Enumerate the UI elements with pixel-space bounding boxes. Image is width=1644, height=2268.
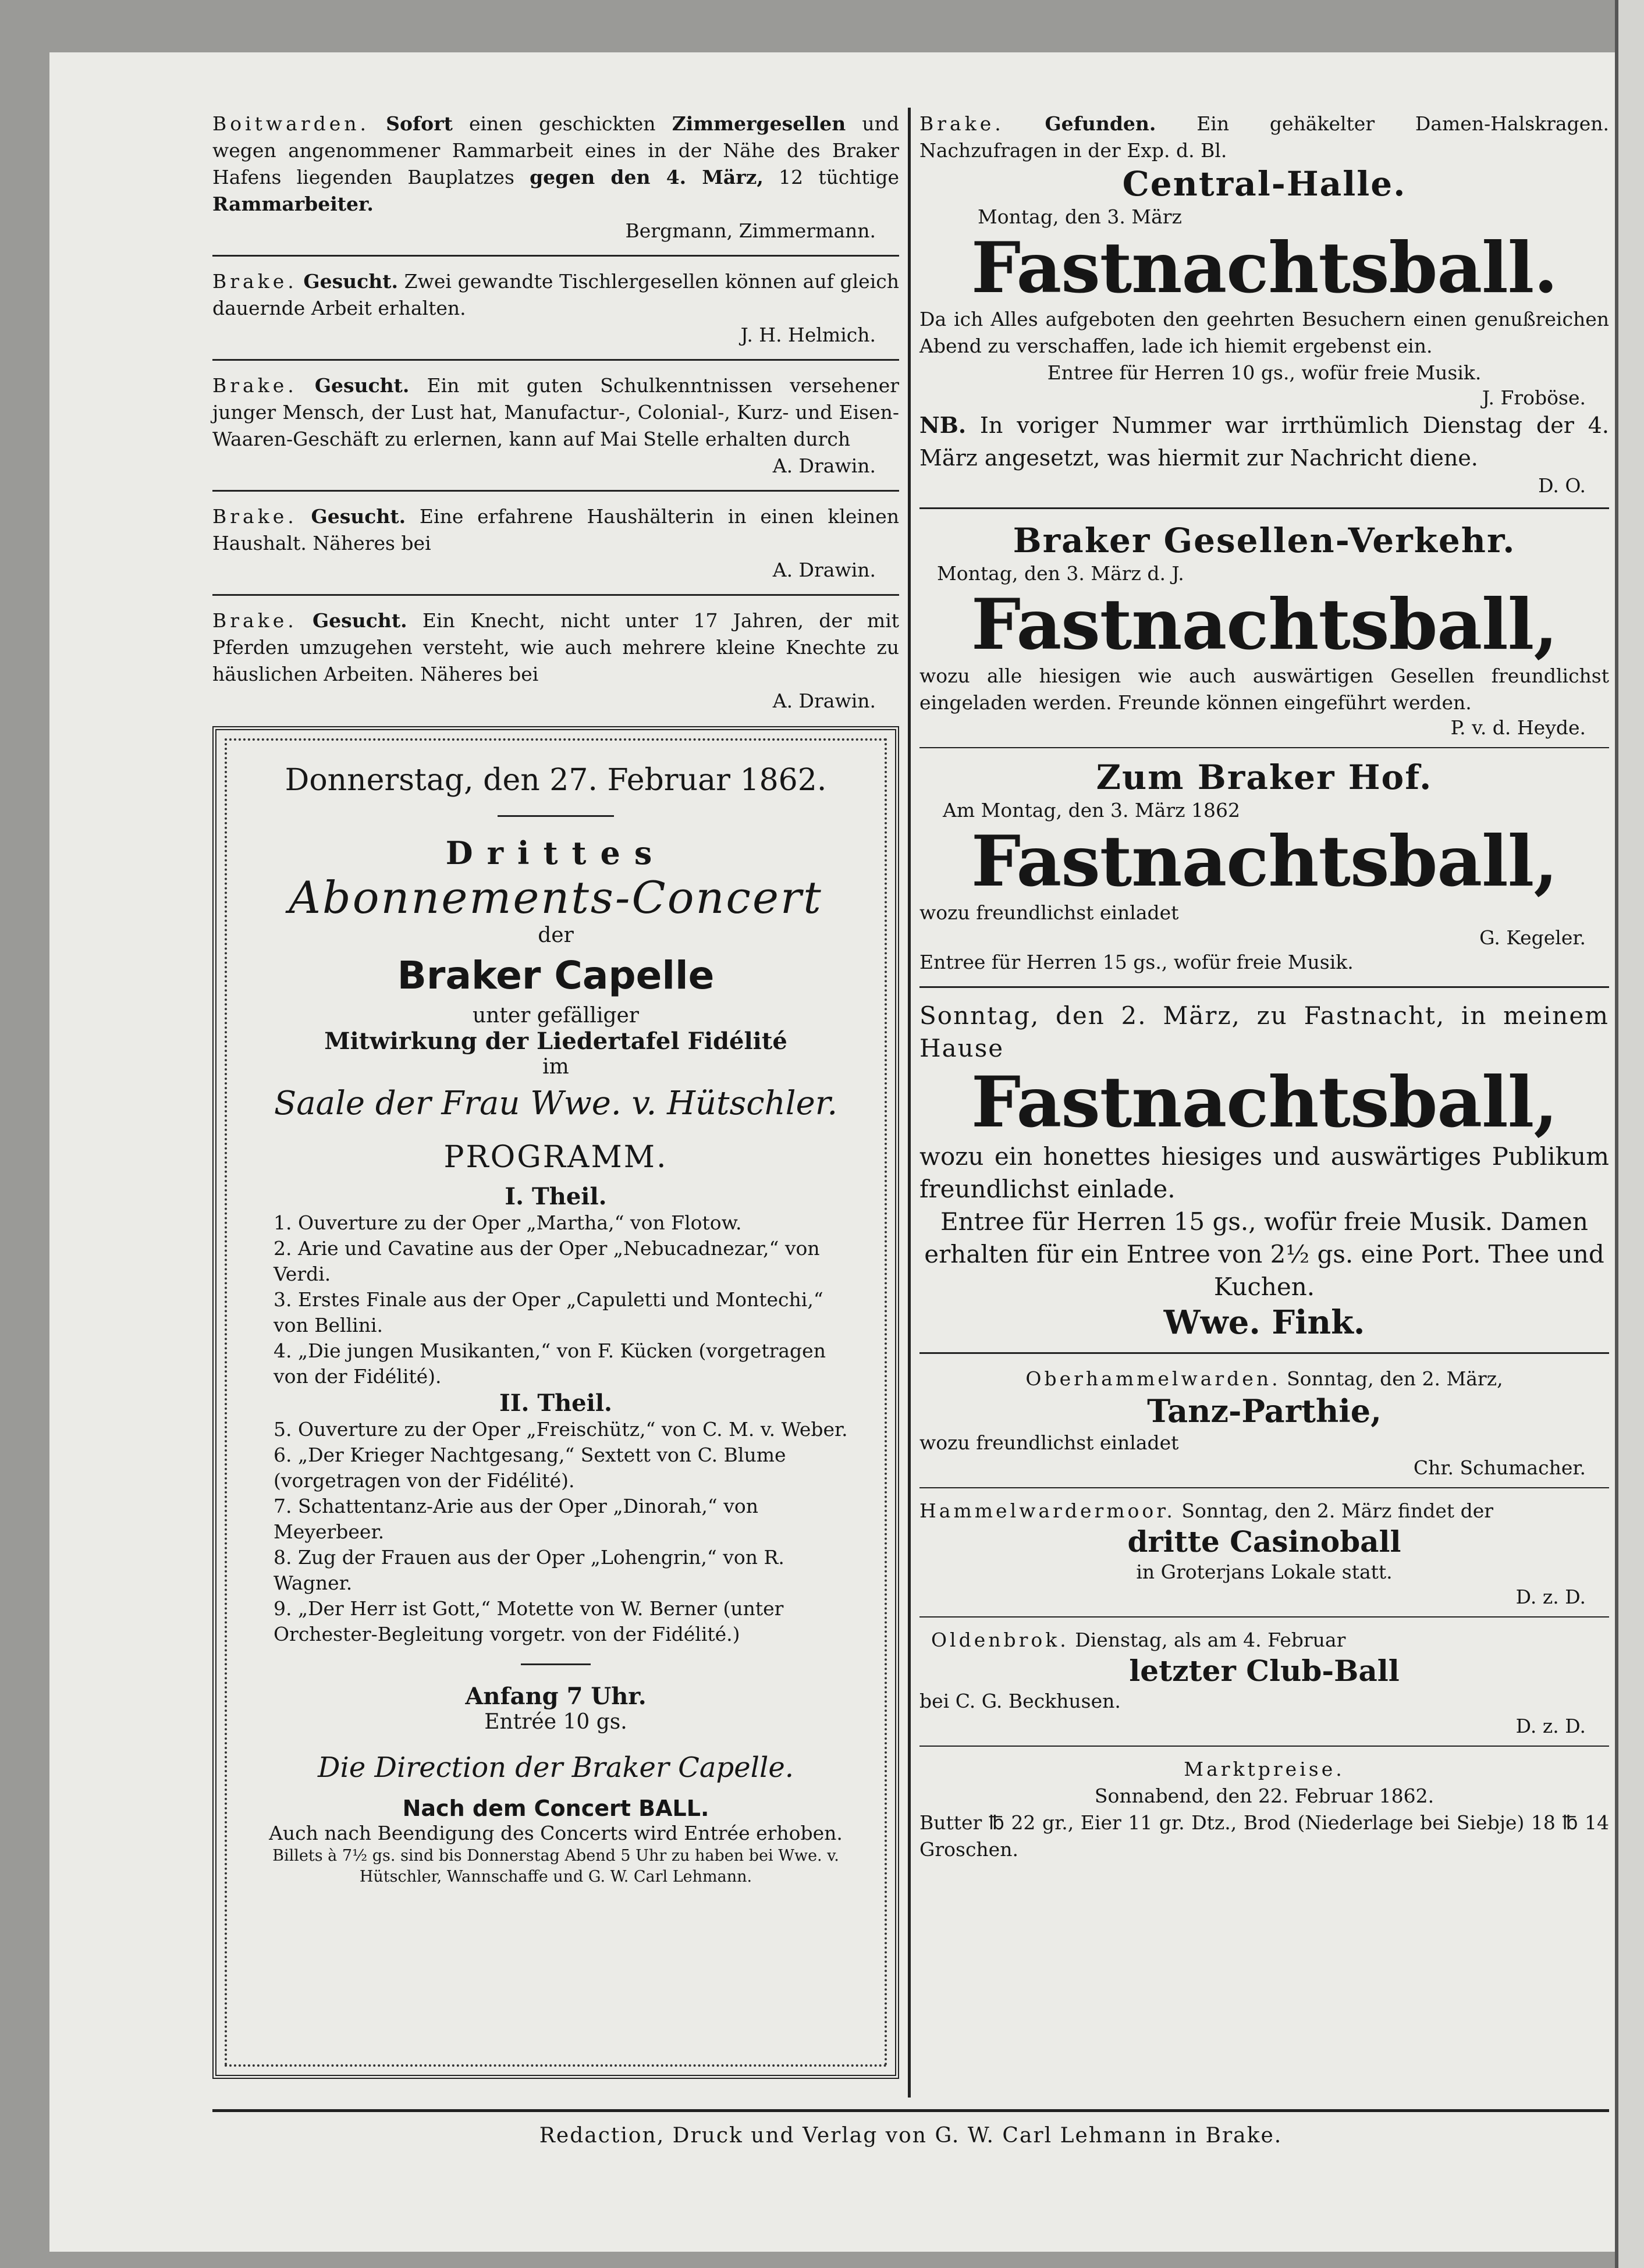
ad-zimmergesellen [212,111,899,244]
ad-heading: Tanz-Parthie, [1147,1392,1382,1430]
ad-big-title: Fastnachtsball. [971,227,1558,309]
concert-date: Donnerstag, den 27. Februar 1862. [285,763,827,798]
program-items-2 [256,1417,855,1647]
ad-place: Brake. [212,609,297,632]
ad-entree: Entree für Herren 15 gs., wofür freie Musik. [919,951,1354,973]
ad-date: Montag, den 3. März [978,205,1182,228]
ad-place: Brake. [212,505,297,528]
ad-club-ball [919,1627,1609,1737]
ad-signature: J. Froböse. [1482,386,1586,409]
nb-text: In voriger Nummer war irrthümlich Dienstag der 4. März angesetzt, was hiermit zur Nachricht diene. [919,413,1609,471]
ad-text: Dienstag, als am 4. Februar [1075,1629,1346,1651]
ad-text: wozu freundlichst einladet [919,1431,1179,1454]
separator [212,490,899,492]
ad-text: wozu ein honettes hiesiges und auswärtiges Publikum freundlichst einlade. [919,1142,1609,1203]
concert-ad-frame [212,726,899,2079]
left-column [212,111,899,2079]
program-item: 9. „Der Herr ist Gott,“ Motette von W. Berner (unter Orchester-Begleitung vorgetr. von der Fidélité.) [274,1597,784,1645]
ad-entree: Entree für Herren 10 gs., wofür freie Musik. [1047,361,1482,384]
separator [919,747,1609,748]
ad-fink [919,1000,1609,1342]
separator [919,986,1609,988]
rule [498,815,614,817]
program-item: 7. Schattentanz-Arie aus der Oper „Dinorah,“ von Meyerbeer. [274,1495,758,1543]
separator [212,255,899,257]
concert-start: Anfang 7 Uhr. [465,1683,647,1710]
ad-place: Oldenbrok. [931,1629,1069,1651]
ad-big-title: Fastnachtsball, [971,820,1558,902]
ad-date: Sonnabend, den 22. Februar 1862. [1094,1784,1434,1807]
ad-text: wozu freundlichst einladet [919,901,1179,924]
separator [919,507,1609,509]
program-item: 8. Zug der Frauen aus der Oper „Lohengrin,“ von R. Wagner. [274,1546,784,1594]
ad-heading: Central-Halle. [1122,164,1407,204]
ad-text: Sofort [386,112,453,135]
ad-big-title: Fastnachtsball, [971,1061,1558,1143]
ad-heading: Zum Braker Hof. [1096,758,1433,797]
program-heading: PROGRAMM. [443,1140,668,1175]
program-item: 5. Ouverture zu der Oper „Freischütz,“ von C. M. v. Weber. [274,1418,848,1441]
concert-billets: Billets à 7½ gs. sind bis Donnerstag Abend 5 Uhr zu haben bei Wwe. v. Hütschler, Wannschaffe und G. W. Carl Lehmann. [272,1847,839,1886]
ad-place: Brake. [919,112,1004,135]
program-item: 4. „Die jungen Musikanten,“ von F. Kücken (vorgetragen von der Fidélité). [274,1339,826,1388]
ad-place: Boitwarden. [212,112,370,135]
concert-direction: Die Direction der Braker Capelle. [318,1751,794,1784]
ad-signature: A. Drawin. [772,559,876,581]
concert-unter: unter gefälliger [472,1004,640,1028]
concert-capelle: Braker Capelle [397,953,715,998]
ad-place: Oberhammelwarden. [1025,1367,1281,1390]
ad-tischlergesellen [212,268,899,349]
ad-date: Am Montag, den 3. März 1862 [943,799,1241,822]
concert-drittes: Drittes [445,834,666,872]
ad-text: Da ich Alles aufgeboten den geehrten Besuchern einen genußreichen Abend zu verschaffen, lade ich hiemit ergebenst ein. [919,308,1609,357]
concert-ad [225,738,887,2067]
ad-text: in Groterjans Lokale statt. [1136,1560,1393,1583]
ad-heading: Gefunden. [1045,112,1156,135]
ad-signature: D. z. D. [1515,1586,1586,1608]
ad-text: Ein gehäkelter Damen-Halskragen. Nachzufragen in der Exp. d. Bl. [919,112,1610,162]
ad-date: Sonntag, den 2. März, [1287,1367,1503,1390]
ad-text: 12 tüchtige [779,166,899,189]
concert-im: im [542,1055,569,1079]
ad-place: Brake. [212,374,297,397]
ad-signature: A. Drawin. [772,454,876,477]
ad-text: Ein Knecht, nicht unter 17 Jahren, der mit Pferden umzugehen versteht, wie auch mehrere kleine Knechte zu häuslichen Arbeiten. Näheres bei [212,609,900,685]
ad-heading: Braker Gesellen-Verkehr. [1013,521,1516,560]
program-item: 3. Erstes Finale aus der Oper „Capuletti und Montechi,“ von Bellini. [274,1288,823,1336]
rule [521,1663,591,1665]
ad-big-title: Fastnachtsball, [971,584,1558,666]
ad-heading: Gesucht. [312,609,407,632]
ad-signature: Chr. Schumacher. [1413,1456,1586,1479]
ad-knecht [212,607,899,714]
program-item: 1. Ouverture zu der Oper „Martha,“ von Flotow. [274,1211,742,1234]
ad-heading: Gesucht. [314,374,410,397]
separator [919,1352,1609,1354]
ad-heading: dritte Casinoball [1127,1524,1401,1559]
program-item: 2. Arie und Cavatine aus der Oper „Nebucadnezar,“ von Verdi. [274,1237,820,1285]
ad-signature: D. O. [1538,474,1586,497]
adjacent-page-edge [1615,0,1644,2268]
column-divider [908,108,911,2098]
ad-signature: Wwe. Fink. [1163,1303,1365,1342]
ad-place: Brake. [212,270,297,293]
ad-date: Montag, den 3. März d. J. [937,562,1184,585]
ad-heading: letzter Club-Ball [1129,1654,1400,1688]
concert-note: Auch nach Beendigung des Concerts wird Entrée erhoben. [269,1822,843,1844]
ad-text: einen geschickten [468,112,656,135]
ad-found [919,111,1609,164]
ad-gesellen-verkehr [919,521,1609,739]
footer-rule [212,2109,1609,2112]
separator [919,1746,1609,1747]
concert-venue: Saale der Frau Wwe. v. Hütschler. [274,1085,838,1122]
ad-text: Sonntag, den 2. März findet der [1181,1499,1494,1522]
ad-central-halle [919,164,1609,497]
ad-haushaelterin [212,503,899,584]
ad-intro: Sonntag, den 2. März, zu Fastnacht, in meinem Hause [919,1001,1609,1062]
ad-signature: Bergmann, Zimmermann. [625,219,876,242]
ad-text: Entree für Herren 15 gs., wofür freie Musik. Damen erhalten für ein Entree von 2½ gs. eine Port. Thee und Kuchen. [924,1207,1604,1301]
nb-heading: NB. [919,412,967,438]
separator [212,594,899,596]
separator [919,1487,1609,1488]
ad-text: Zwei gewandte Tischlergesellen können auf gleich dauernde Arbeit erhalten. [212,270,899,319]
ad-text: Zimmergesellen [672,112,846,135]
imprint-footer: Redaction, Druck und Verlag von G. W. Carl Lehmann in Brake. [539,2124,1283,2148]
ad-lehrling [212,372,899,479]
ad-signature: P. v. d. Heyde. [1450,716,1586,739]
ad-tanz-parthie [919,1366,1609,1479]
ad-text: gegen den 4. März, [530,166,764,189]
program-part-2: II. Theil. [499,1389,612,1417]
ad-text: und wegen angenommener Rammarbeit eines in der Nähe des Braker Hafens liegenden Bauplatzes [212,112,899,189]
ad-signature: A. Drawin. [772,689,876,712]
right-column [919,111,1609,1863]
program-item: 6. „Der Krieger Nachtgesang,“ Sextett von C. Blume (vorgetragen von der Fidélité). [274,1444,786,1492]
ad-text: bei C. G. Beckhusen. [919,1690,1121,1712]
ad-heading: Gesucht. [311,505,406,528]
ad-text: Ein mit guten Schulkenntnissen versehener junger Mensch, der Lust hat, Manufactur-, Colonial-, Kurz- und Eisen-Waaren-Geschäft zu erlernen, kann auf Mai Stelle erhalten durch [212,374,899,450]
concert-ball: Nach dem Concert BALL. [402,1796,709,1821]
ad-signature: G. Kegeler. [1479,926,1586,949]
ad-casinoball [919,1498,1609,1608]
concert-mitwirkung: Mitwirkung der Liedertafel Fidélité [324,1028,787,1055]
separator [919,1616,1609,1618]
program-items-1 [256,1210,855,1389]
ad-signature: J. H. Helmich. [740,324,876,346]
concert-der: der [538,923,574,947]
ad-heading: Gesucht. [303,270,398,293]
ad-text: Rammarbeiter. [212,193,374,215]
ad-text: wozu alle hiesigen wie auch auswärtigen Gesellen freundlichst eingeladen werden. Freunde können eingeführt werden. [919,664,1609,714]
concert-entree: Entrée 10 gs. [484,1710,627,1734]
ad-place: Hammelwardermoor. [919,1499,1176,1522]
ad-text: Butter ℔ 22 gr., Eier 11 gr. Dtz., Brod (Niederlage bei Siebje) 18 ℔ 14 Groschen. [919,1811,1609,1861]
ad-braker-hof [919,758,1609,976]
marktpreise [919,1756,1609,1863]
separator [212,359,899,361]
concert-title: Abonnements-Concert [289,872,823,923]
ad-signature: D. z. D. [1515,1715,1586,1737]
ad-text: Eine erfahrene Haushälterin in einen kleinen Haushalt. Näheres bei [212,505,899,554]
program-part-1: I. Theil. [505,1183,607,1210]
ad-heading: Marktpreise. [1184,1758,1345,1780]
